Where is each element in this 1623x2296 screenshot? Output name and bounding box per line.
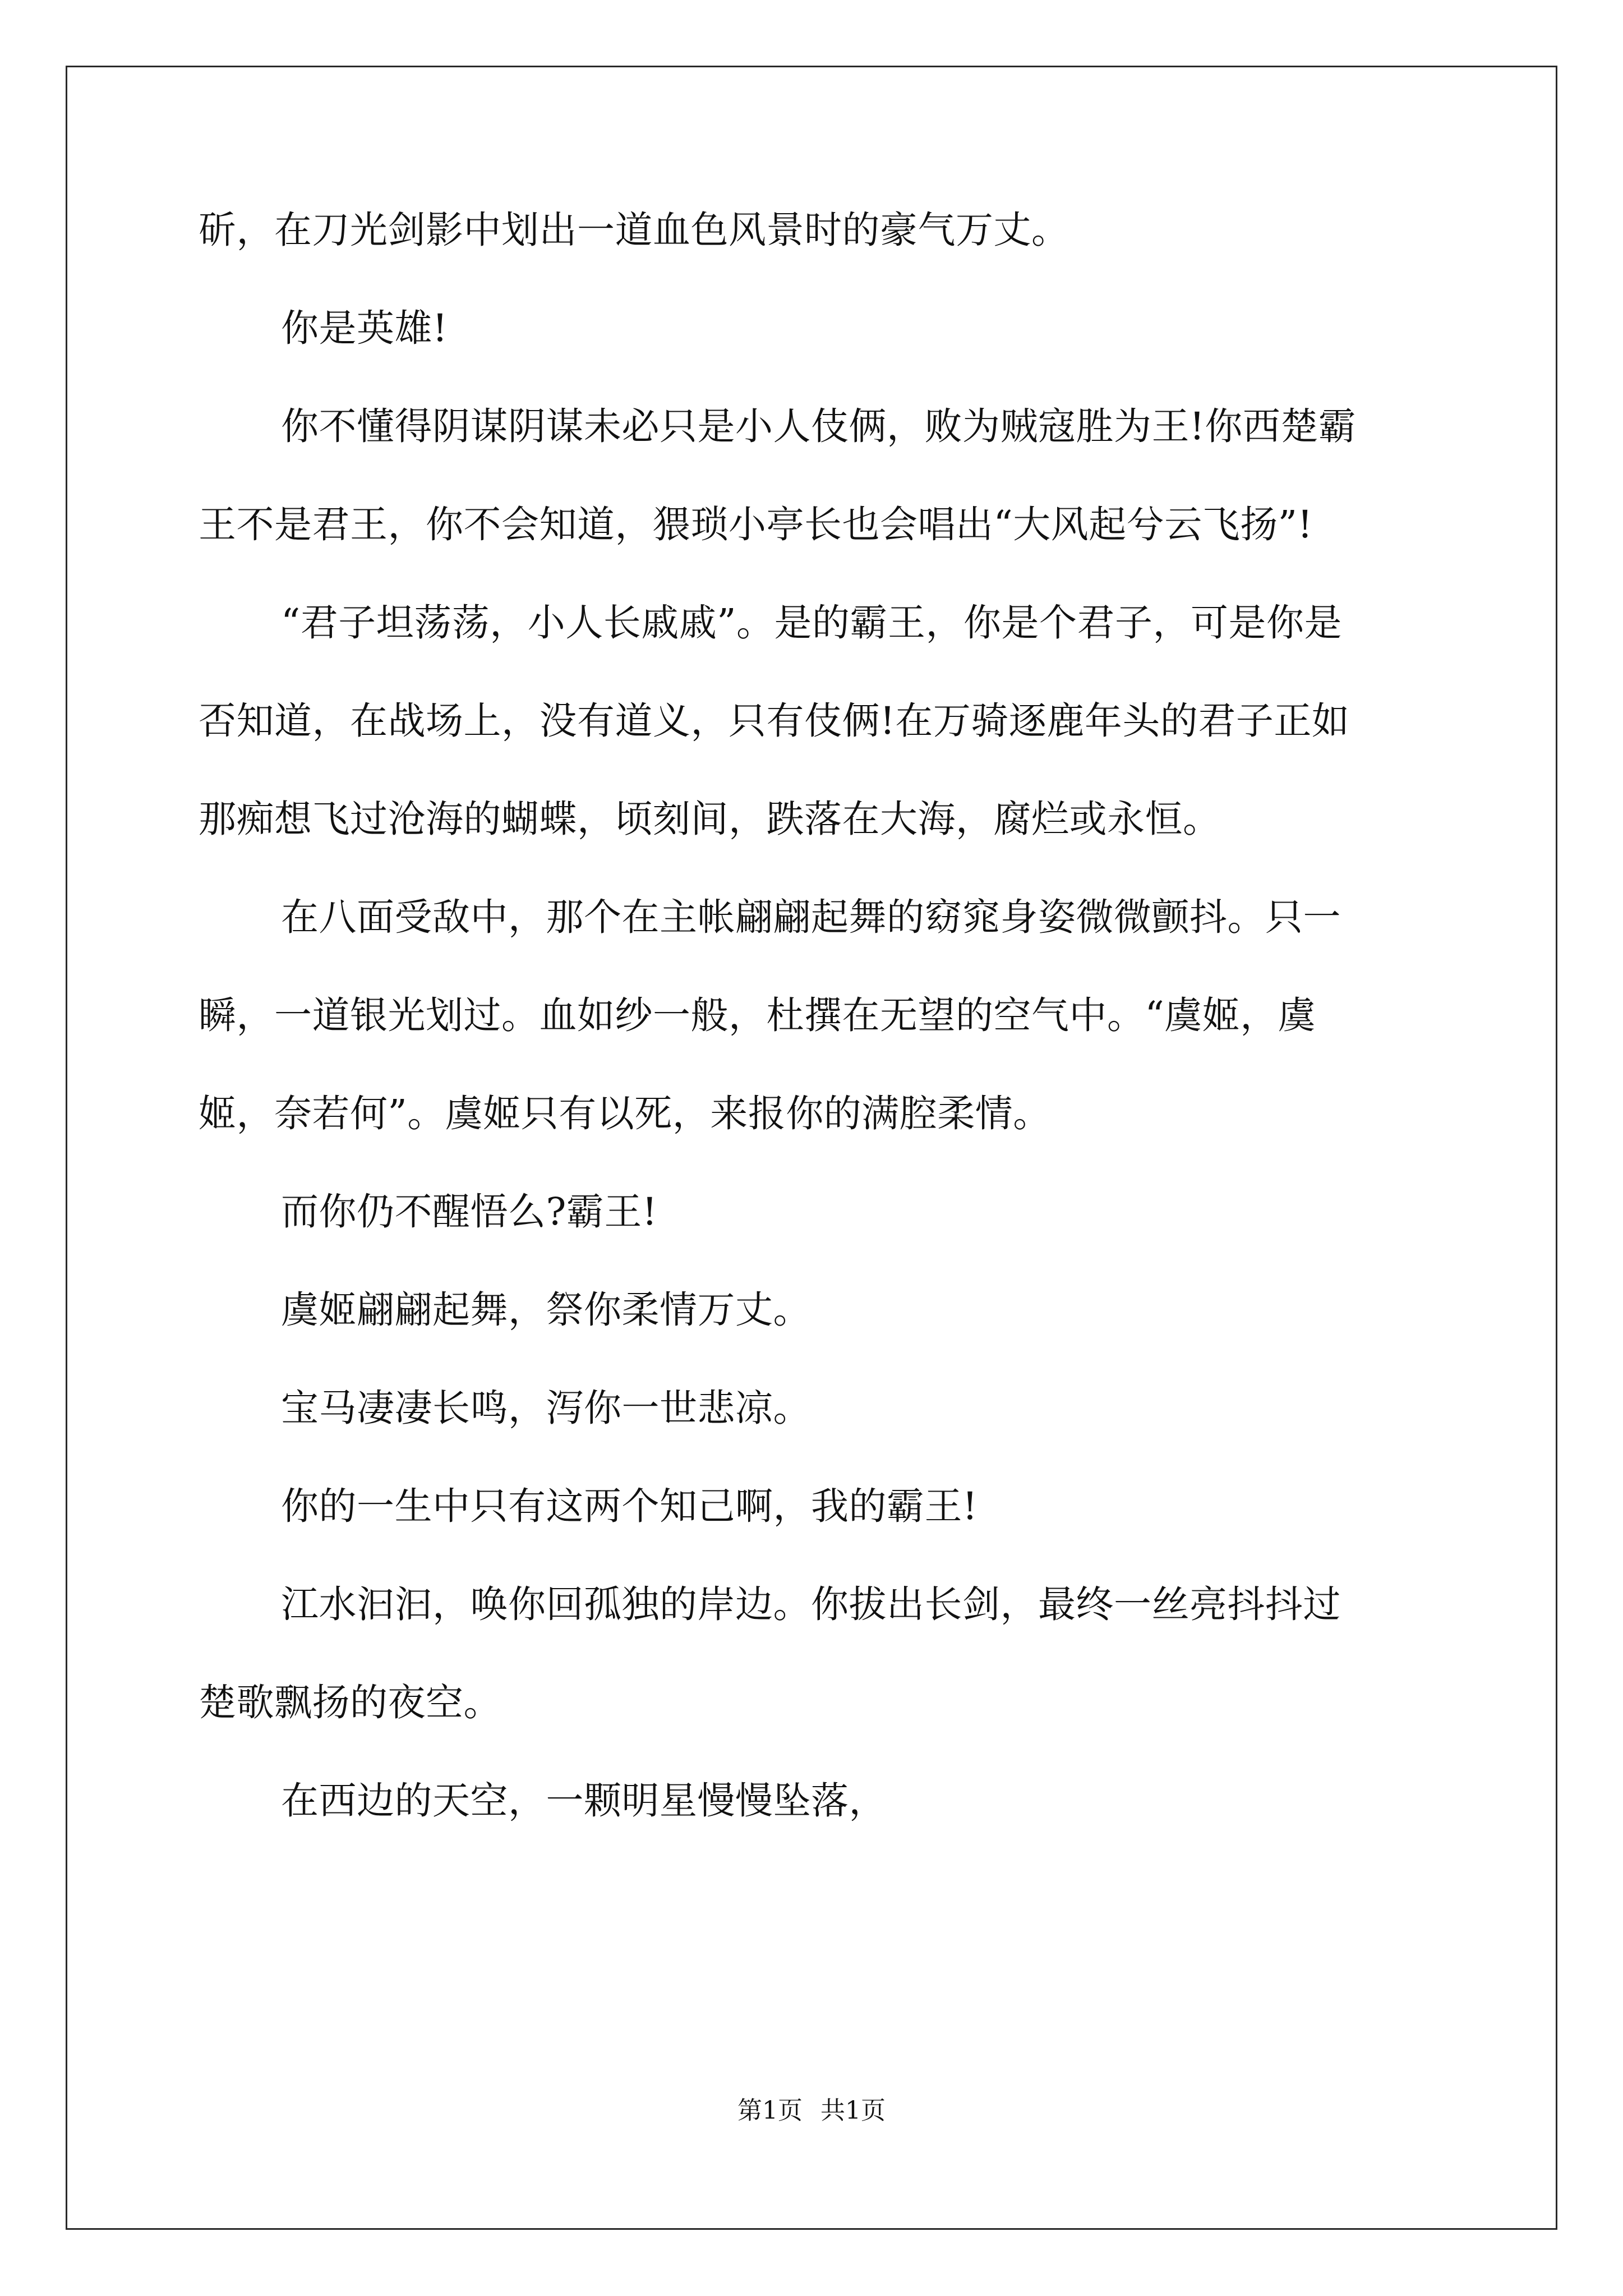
text-line: 王不是君王，你不会知道，猥琐小亭长也会唱出“大风起兮云飞扬”! (199, 503, 1313, 546)
page-footer: 第1页 共1页 (737, 2096, 886, 2125)
text-line: 那痴想飞过沧海的蝴蝶，顷刻间，跌落在大海，腐烂或永恒。 (199, 797, 1221, 841)
text-line: 楚歌飘扬的夜空。 (199, 1681, 501, 1724)
text-line: 瞬，一道银光划过。血如纱一般，杜撰在无望的空气中。“虞姬，虞 (199, 993, 1316, 1037)
text-line: 斫，在刀光剑影中划出一道血色风景时的豪气万丈。 (199, 208, 1069, 252)
text-line: 宝马凄凄长鸣，泻你一世悲凉。 (281, 1386, 811, 1430)
text-line: 你是英雄! (281, 306, 448, 350)
text-line: 你的一生中只有这两个知己啊，我的霸王! (281, 1484, 978, 1528)
text-line: 江水汩汩，唤你回孤独的岸边。你拔出长剑，最终一丝亮抖抖过 (281, 1582, 1341, 1626)
text-line: 姬，奈若何”。虞姬只有以死，来报你的满腔柔情。 (199, 1092, 1051, 1135)
text-line: 你不懂得阴谋阴谋未必只是小人伎俩，败为贼寇胜为王!你西楚霸 (281, 404, 1357, 448)
page-border (66, 66, 1557, 2230)
text-line: 在西边的天空，一颗明星慢慢坠落， (281, 1779, 887, 1823)
text-line: 而你仍不醒悟么?霸王! (281, 1190, 658, 1234)
text-line: 虞姬翩翩起舞，祭你柔情万丈。 (281, 1288, 811, 1332)
text-line: 否知道，在战场上，没有道义，只有伎俩!在万骑逐鹿年头的君子正如 (199, 699, 1350, 743)
text-line: “君子坦荡荡，小人长戚戚”。是的霸王，你是个君子，可是你是 (281, 601, 1343, 645)
text-line: 在八面受敌中，那个在主帐翩翩起舞的窈窕身姿微微颤抖。只一 (281, 895, 1341, 939)
